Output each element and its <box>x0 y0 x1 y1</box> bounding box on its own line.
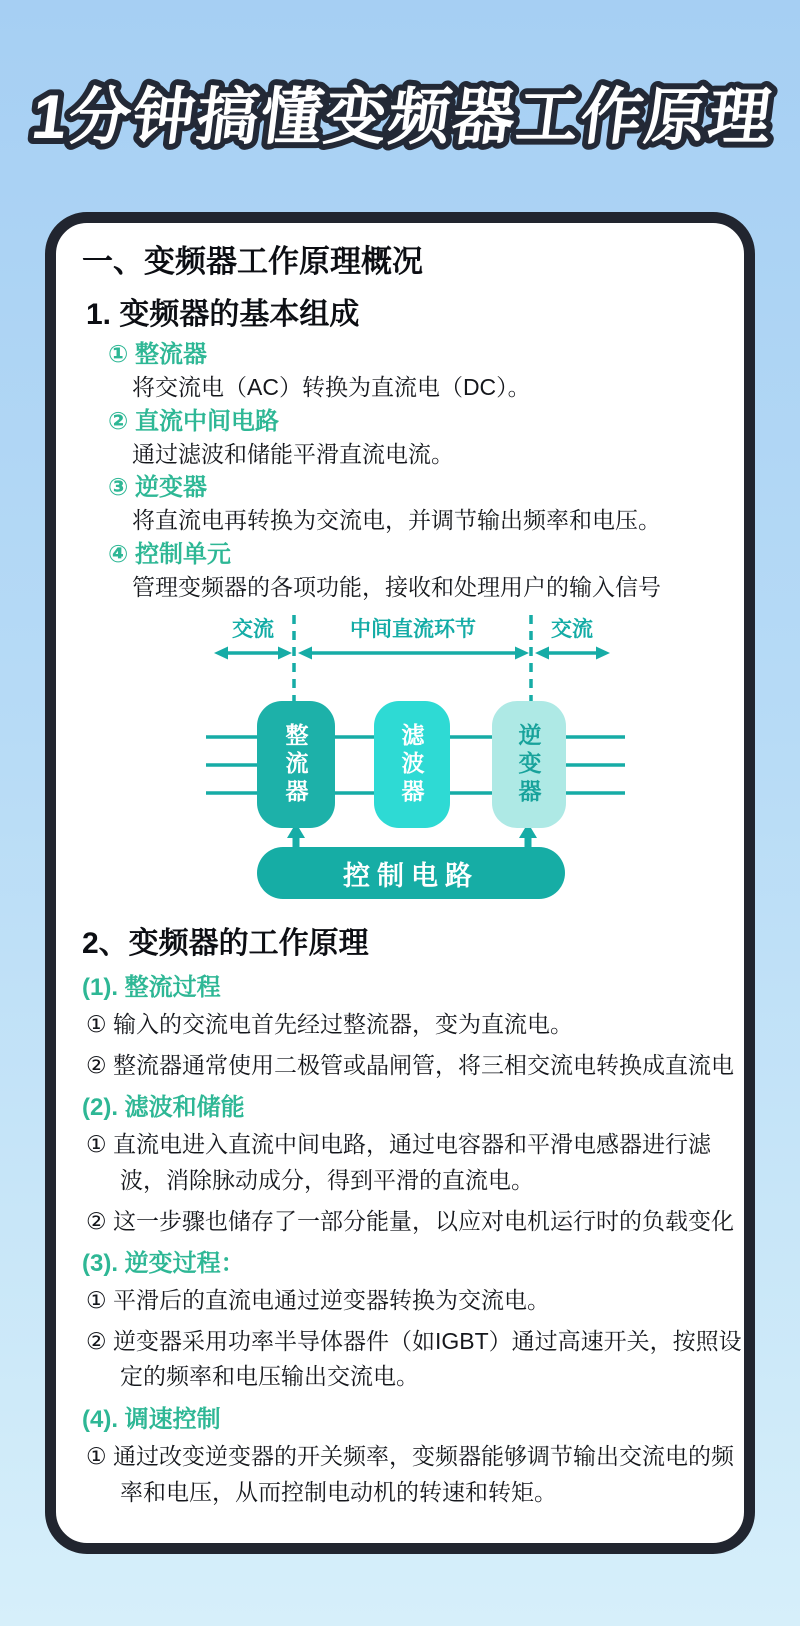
zone-label-ac-left: 交流 <box>232 618 274 642</box>
poster-title-text: 1分钟搞懂变频器工作原理 <box>28 83 777 152</box>
process-group <box>82 973 735 1083</box>
block-diagram <box>162 609 662 909</box>
filter-block-label: 滤波器 <box>398 722 425 807</box>
component-item <box>108 541 722 602</box>
process-point: ① 平滑后的直流电通过逆变器转换为交流电。 <box>86 1287 551 1314</box>
component-label: ① 整流器 <box>108 341 207 369</box>
content-card <box>45 212 755 1554</box>
component-list <box>108 341 722 601</box>
process-point: ② 这一步骤也储存了一部分能量，以应对电机运行时的负载变化 <box>86 1207 735 1234</box>
component-desc: 通过滤波和储能平滑直流电流。 <box>132 440 454 467</box>
poster-title <box>0 50 800 176</box>
process-group-title: (3). 逆变过程： <box>82 1250 245 1278</box>
process-group-title: (2). 滤波和储能 <box>82 1094 245 1122</box>
process-point: ② 逆变器采用功率半导体器件（如IGBT）通过高速开关，按照设定的频率和电压输出交流电。 <box>86 1327 742 1390</box>
zone-label-dc-link: 中间直流环节 <box>350 618 476 642</box>
process-point: ① 输入的交流电首先经过整流器，变为直流电。 <box>86 1010 574 1037</box>
component-desc: 管理变频器的各项功能，接收和处理用户的输入信号 <box>132 573 661 600</box>
inverter-block-label: 逆变器 <box>515 722 542 807</box>
section1-subheading: 1. 变频器的基本组成 <box>86 297 360 331</box>
process-point: ② 整流器通常使用二极管或晶闸管，将三相交流电转换成直流电 <box>86 1051 735 1078</box>
component-desc: 将直流电再转换为交流电，并调节输出频率和电压。 <box>132 507 661 534</box>
inverter-block <box>492 701 566 828</box>
process-point: ① 直流电进入直流中间电路，通过电容器和平滑电感器进行滤波，消除脉动成分，得到平滑的直流电。 <box>86 1131 712 1193</box>
process-group <box>82 1249 742 1395</box>
section2-heading: 2、变频器的工作原理 <box>82 927 369 961</box>
component-desc: 将交流电（AC）转换为直流电（DC）。 <box>132 374 531 401</box>
process-group <box>82 1405 735 1510</box>
process-group-title: (4). 调速控制 <box>82 1406 221 1434</box>
component-item <box>108 341 722 402</box>
control-circuit-pill <box>257 847 565 899</box>
component-label: ③ 逆变器 <box>108 474 207 502</box>
process-group-title: (1). 整流过程 <box>82 973 221 1001</box>
process-group <box>82 1093 735 1239</box>
component-item <box>108 408 722 469</box>
component-label: ④ 控制单元 <box>108 540 231 568</box>
zone-label-ac-right: 交流 <box>551 618 593 642</box>
rectifier-block <box>257 701 335 828</box>
filter-block <box>374 701 450 828</box>
component-label: ② 直流中间电路 <box>108 407 279 435</box>
component-item <box>108 474 722 535</box>
rectifier-block-label: 整流器 <box>282 722 309 807</box>
section1-heading: 一、变频器工作原理概况 <box>82 244 423 279</box>
process-point: ① 通过改变逆变器的开关频率，变频器能够调节输出交流电的频率和电压，从而控制电动机的转速和转矩。 <box>86 1443 735 1505</box>
control-circuit-label: 控制电路 <box>343 860 479 891</box>
